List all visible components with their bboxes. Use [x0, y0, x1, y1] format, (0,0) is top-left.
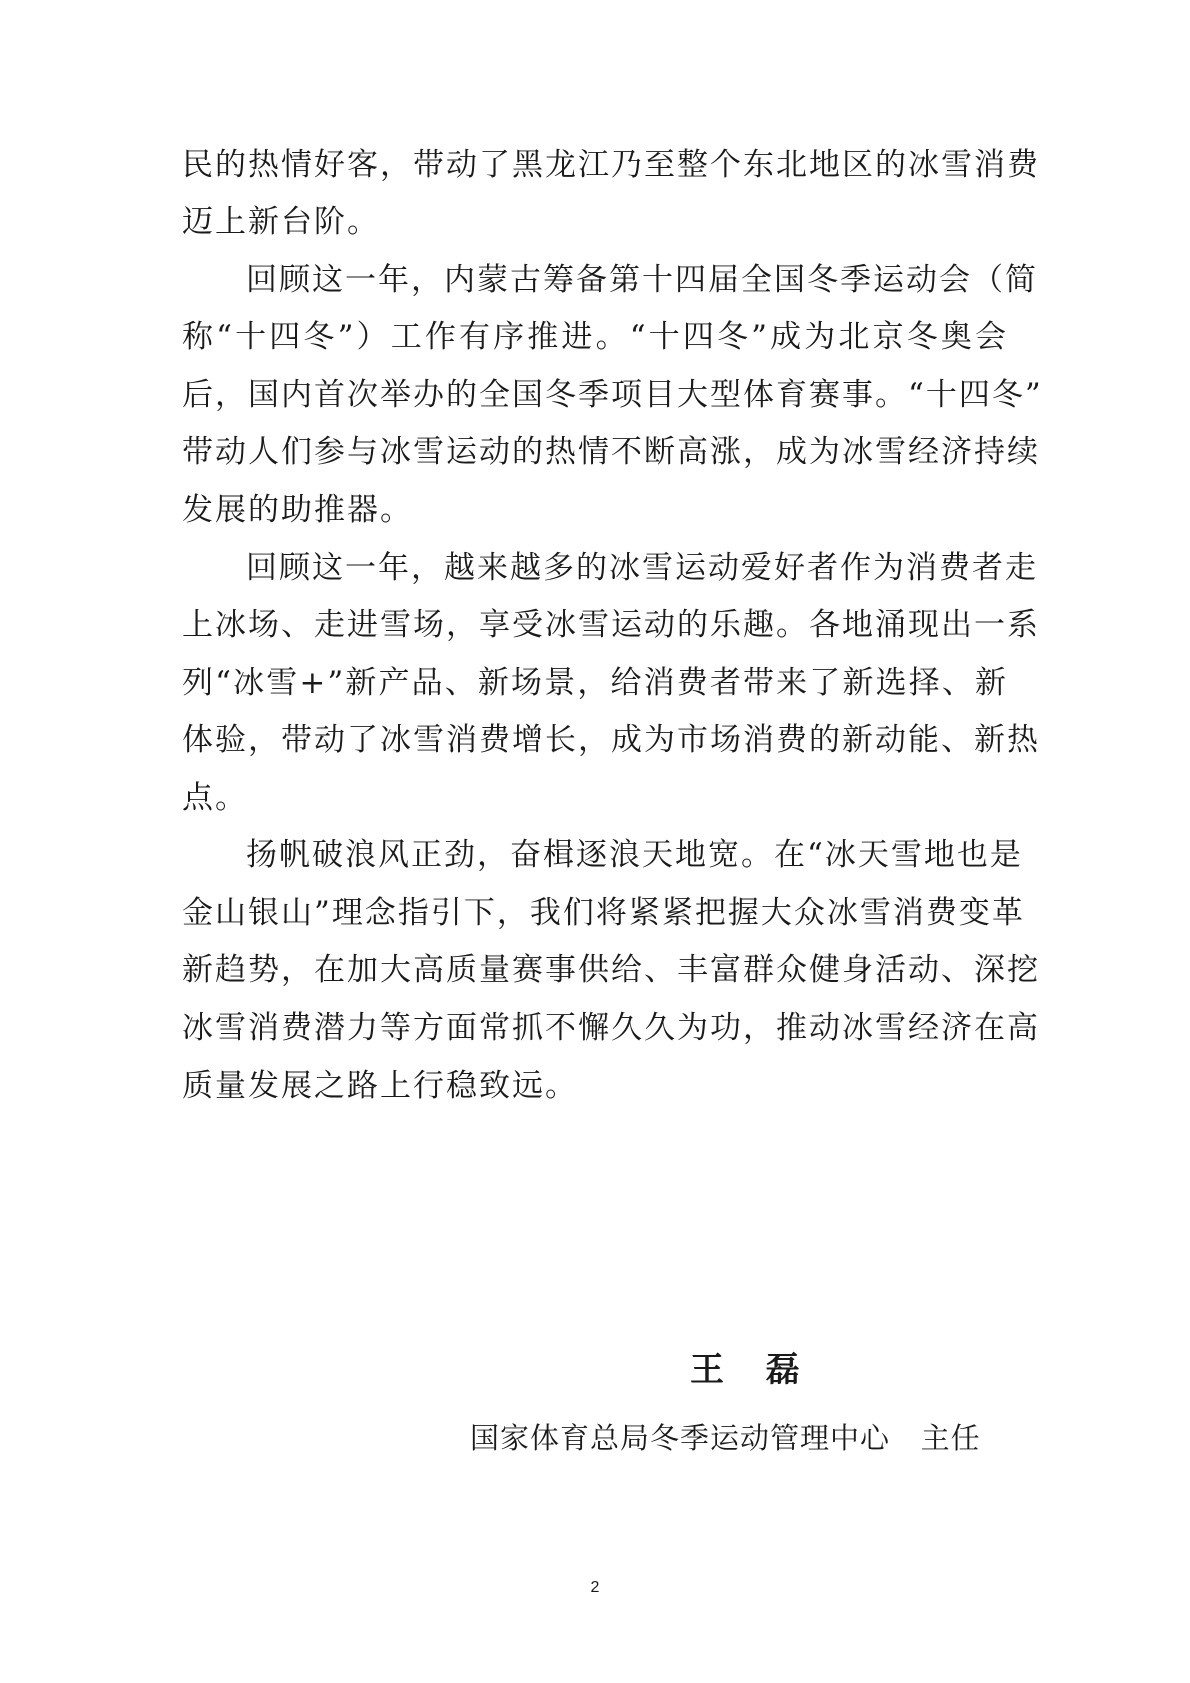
body-text-line: 带动人们参与冰雪运动的热情不断高涨，成为冰雪经济持续: [182, 434, 1040, 470]
body-text-line: 列“冰雪+”新产品、新场景，给消费者带来了新选择、新: [182, 665, 1008, 701]
body-text-line: 民的热情好客，带动了黑龙江乃至整个东北地区的冰雪消费: [182, 147, 1040, 183]
body-text-line: 回顾这一年，越来越多的冰雪运动爱好者作为消费者走: [246, 550, 1038, 586]
body-text-line: 冰雪消费潜力等方面常抓不懈久久为功，推动冰雪经济在高: [182, 1010, 1040, 1046]
body-text-line: 点。: [182, 780, 248, 816]
signature-title: 国家体育总局冬季运动管理中心 主任: [470, 1421, 981, 1455]
body-text-line: 后，国内首次举办的全国冬季项目大型体育赛事。“十四冬”: [182, 377, 1043, 413]
body-text-line: 金山银山”理念指引下，我们将紧紧把握大众冰雪消费变革: [182, 895, 1025, 931]
body-text-line: 回顾这一年，内蒙古筹备第十四届全国冬季运动会（简: [246, 262, 1038, 298]
body-text-line: 上冰场、走进雪场，享受冰雪运动的乐趣。各地涌现出一系: [182, 607, 1040, 643]
signature-name: 王 磊: [690, 1350, 806, 1390]
page-number: 2: [590, 1579, 600, 1596]
body-text-line: 扬帆破浪风正劲，奋楫逐浪天地宽。在“冰天雪地也是: [246, 837, 1023, 873]
body-text-line: 称“十四冬”）工作有序推进。“十四冬”成为北京冬奥会: [182, 319, 1008, 355]
body-text-line: 发展的助推器。: [182, 492, 413, 528]
body-text-line: 质量发展之路上行稳致远。: [182, 1068, 578, 1104]
body-text-line: 迈上新台阶。: [182, 204, 380, 240]
body-text-line: 体验，带动了冰雪消费增长，成为市场消费的新动能、新热: [182, 722, 1040, 758]
body-text-line: 新趋势，在加大高质量赛事供给、丰富群众健身活动、深挖: [182, 952, 1040, 988]
